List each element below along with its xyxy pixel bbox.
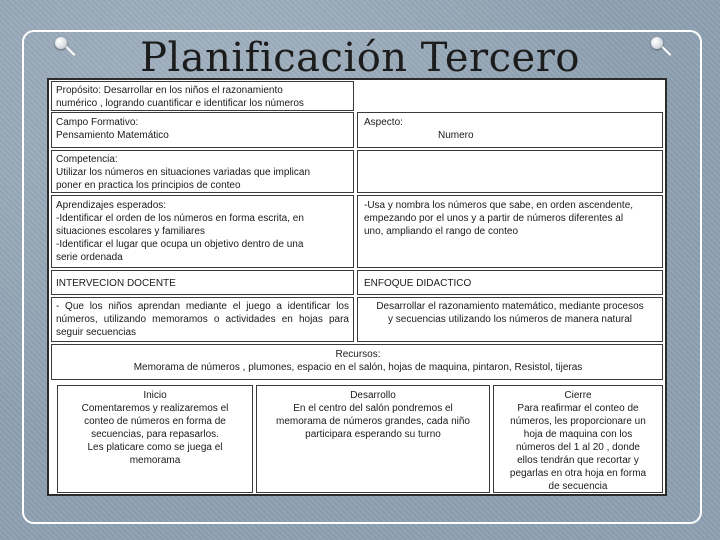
intervencion-heading-cell	[51, 270, 354, 295]
intervencion-text: - Que los niños aprendan mediante el juego a identificar los números, utilizando memoramos o actividades en hojas para seguir secuencias	[56, 301, 349, 338]
enfoque-heading: ENFOQUE DIDACTICO	[364, 278, 472, 289]
campo-value: Pensamiento Matemático	[56, 130, 169, 141]
page-title: Planificación Tercero	[140, 35, 580, 81]
inicio-cell	[57, 385, 253, 493]
inicio-text: Comentaremos y realizaremos el conteo de números en forma de secuencias, para repasarlos. Les platicare como se juega el memorama	[81, 403, 229, 466]
aprendizajes-cell	[51, 195, 354, 268]
enfoque-text: Desarrollar el razonamiento matemático, mediante procesos y secuencias utilizando los números de manera natural	[376, 301, 644, 325]
competencia-empty-cell	[357, 150, 663, 193]
aprendizajes-text: Aprendizajes esperados: -Identificar el orden de los números en forma escrita, en situaciones escolares y familiares -Identificar el lugar que ocupa un objetivo dentro de una serie ordenada	[56, 200, 304, 263]
cierre-heading: Cierre	[564, 390, 592, 401]
competencia-cell	[51, 150, 354, 193]
desarrollo-cell	[256, 385, 490, 493]
aspecto-label: Aspecto:	[364, 117, 403, 128]
enfoque-cell	[357, 297, 663, 342]
intervencion-heading: INTERVECION DOCENTE	[56, 278, 176, 289]
recursos-text: Memorama de números , plumones, espacio en el salón, hojas de maquina, pintaron, Resistol, tijeras	[133, 362, 583, 373]
intervencion-cell	[51, 297, 354, 342]
recursos-heading: Recursos:	[335, 349, 381, 360]
proposito-cell	[51, 81, 354, 111]
desarrollo-heading: Desarrollo	[350, 390, 396, 401]
proposito-text: Propósito: Desarrollar en los niños el razonamiento numérico , logrando cuantificar e identificar los números	[56, 85, 304, 109]
planning-table	[47, 78, 667, 496]
aspecto-value: Numero	[438, 130, 474, 141]
inicio-heading: Inicio	[143, 390, 167, 401]
aspecto-cell	[357, 112, 663, 148]
cierre-text: Para reafirmar el conteo de números, les proporcionare un hoja de maquina con los números del 1 al 20 , donde ellos tendrán que recortar y pegarlas en otra hoja en forma de secuencia	[509, 403, 647, 492]
usa-text: -Usa y nombra los números que sabe, en orden ascendente, empezando por el unos y a partir de números diferentes al uno, ampliando el rango de conteo	[364, 200, 634, 237]
competencia-text: Competencia: Utilizar los números en situaciones variadas que implican poner en practica los principios de conteo	[56, 154, 311, 191]
recursos-cell	[51, 344, 663, 380]
desarrollo-text: En el centro del salón pondremos el memorama de números grandes, cada niño participara esperando su turno	[276, 403, 470, 440]
usa-cell	[357, 195, 663, 268]
enfoque-heading-cell	[357, 270, 663, 295]
campo-formativo-cell	[51, 112, 354, 148]
cierre-cell	[493, 385, 663, 493]
campo-label: Campo Formativo:	[56, 117, 139, 128]
